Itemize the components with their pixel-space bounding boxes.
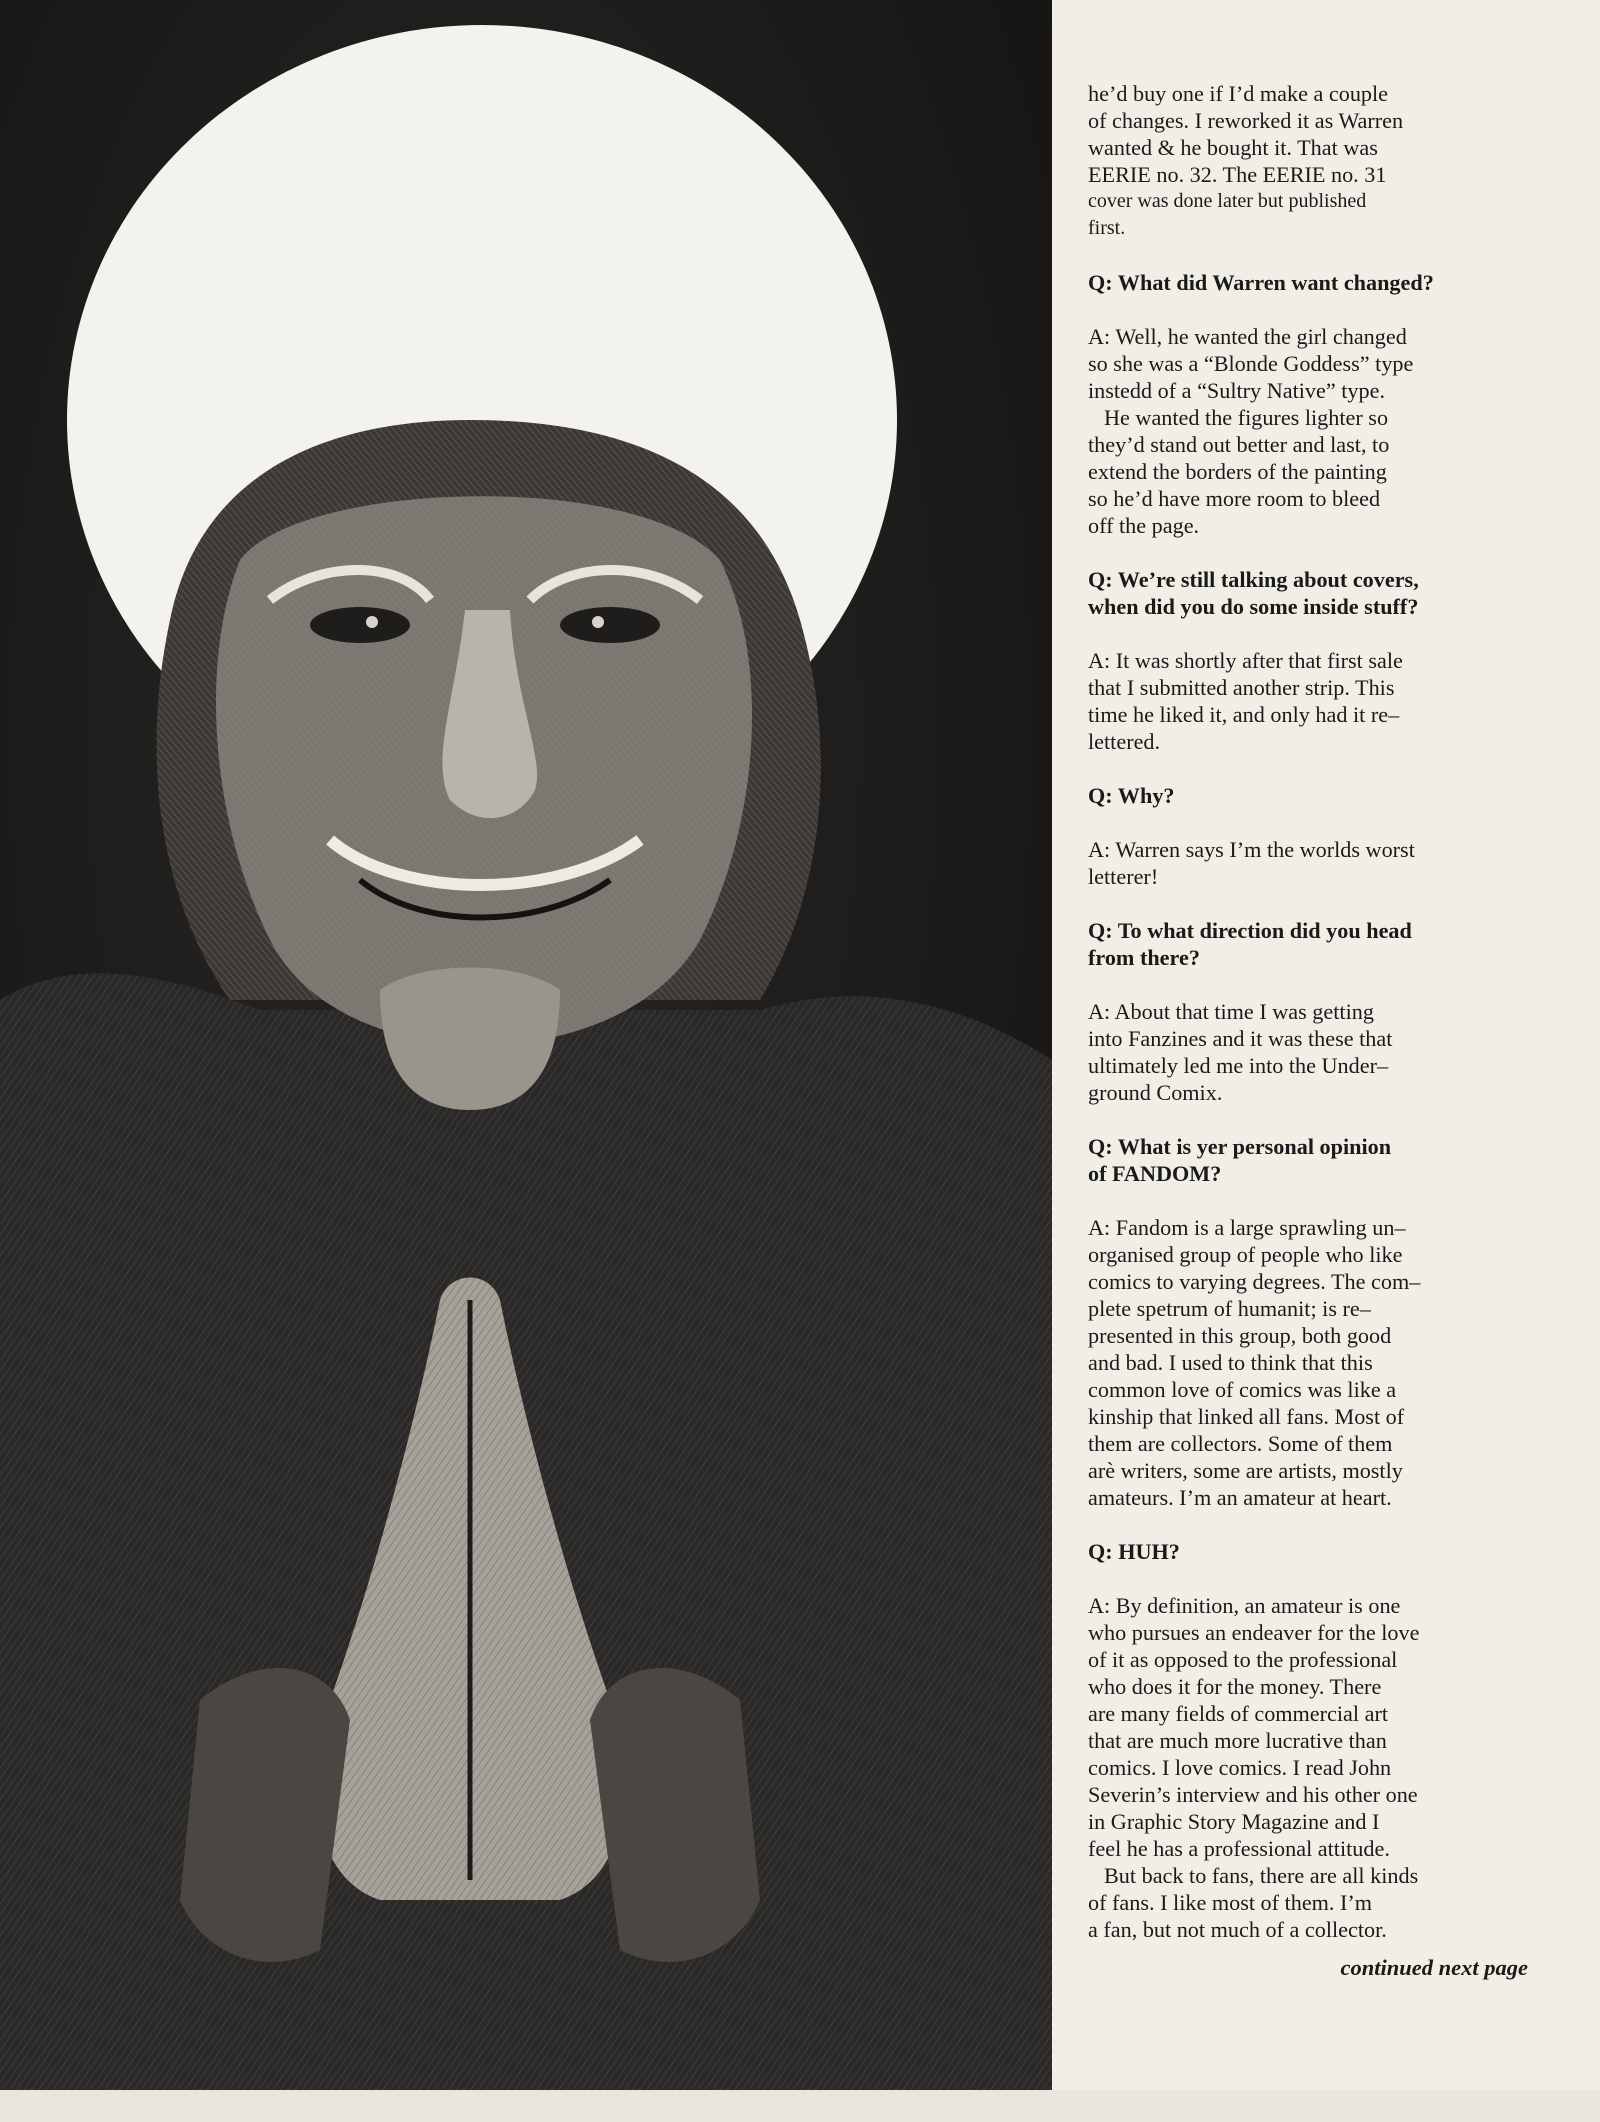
text-line: A: About that time I was getting bbox=[1088, 999, 1374, 1024]
text-line: time he liked it, and only had it re– bbox=[1088, 702, 1400, 727]
answer-block bbox=[1088, 323, 1528, 539]
text-line: plete spetrum of humanit; is re– bbox=[1088, 1296, 1371, 1321]
text-line: that are much more lucrative than bbox=[1088, 1728, 1387, 1753]
text-line: presented in this group, both good bbox=[1088, 1323, 1392, 1348]
question-block bbox=[1088, 1538, 1528, 1565]
text-line: amateurs. I’m an amateur at heart. bbox=[1088, 1485, 1392, 1510]
question-line: Q: What did Warren want changed? bbox=[1088, 270, 1434, 295]
text-line: He wanted the figures lighter so bbox=[1104, 405, 1389, 430]
continued-next-page-note: continued next page bbox=[1340, 1955, 1528, 1980]
text-line: are many fields of commercial art bbox=[1088, 1701, 1389, 1726]
text-line: off the page. bbox=[1088, 513, 1200, 538]
text-line: who does it for the money. There bbox=[1088, 1674, 1382, 1699]
text-line: ultimately led me into the Under– bbox=[1088, 1053, 1389, 1078]
text-line: But back to fans, there are all kinds bbox=[1104, 1863, 1419, 1888]
text-line: first. bbox=[1088, 217, 1126, 239]
question-line: Q: Why? bbox=[1088, 783, 1175, 808]
text-line: so she was a “Blonde Goddess” type bbox=[1088, 351, 1414, 376]
text-line: extend the borders of the painting bbox=[1088, 459, 1387, 484]
text-line: of it as opposed to the professional bbox=[1088, 1647, 1398, 1672]
text-line: arè writers, some are artists, mostly bbox=[1088, 1458, 1403, 1483]
text-line: that I submitted another strip. This bbox=[1088, 675, 1395, 700]
text-line: A: Well, he wanted the girl changed bbox=[1088, 324, 1407, 349]
question-block bbox=[1088, 566, 1528, 620]
text-line: and bad. I used to think that this bbox=[1088, 1350, 1373, 1375]
answer-block bbox=[1088, 647, 1528, 755]
text-line: A: It was shortly after that first sale bbox=[1088, 648, 1403, 673]
question-line: Q: To what direction did you head bbox=[1088, 918, 1412, 943]
question-block bbox=[1088, 1133, 1528, 1187]
answer-block bbox=[1088, 836, 1528, 890]
answer-block bbox=[1088, 80, 1528, 242]
question-line: when did you do some inside stuff? bbox=[1088, 594, 1419, 619]
text-line: common love of comics was like a bbox=[1088, 1377, 1397, 1402]
text-line: letterer! bbox=[1088, 864, 1159, 889]
text-line: so he’d have more room to bleed bbox=[1088, 486, 1381, 511]
text-line: instedd of a “Sultry Native” type. bbox=[1088, 378, 1385, 403]
text-line: a fan, but not much of a collector. bbox=[1088, 1917, 1387, 1942]
text-line: into Fanzines and it was these that bbox=[1088, 1026, 1393, 1051]
question-line: from there? bbox=[1088, 945, 1200, 970]
question-block bbox=[1088, 917, 1528, 971]
text-line: they’d stand out better and last, to bbox=[1088, 432, 1390, 457]
question-line: Q: HUH? bbox=[1088, 1539, 1180, 1564]
page-bottom-margin bbox=[0, 2090, 1600, 2122]
question-line: Q: What is yer personal opinion bbox=[1088, 1134, 1392, 1159]
text-line: comics to varying degrees. The com– bbox=[1088, 1269, 1421, 1294]
question-line: of FANDOM? bbox=[1088, 1161, 1222, 1186]
answer-block bbox=[1088, 998, 1528, 1106]
text-line: organised group of people who like bbox=[1088, 1242, 1403, 1267]
text-line: cover was done later but published bbox=[1088, 190, 1367, 212]
question-line: Q: We’re still talking about covers, bbox=[1088, 567, 1419, 592]
text-line: wanted & he bought it. That was bbox=[1088, 135, 1378, 160]
interview-text-column bbox=[1088, 80, 1528, 1970]
text-line: ground Comix. bbox=[1088, 1080, 1223, 1105]
text-line: them are collectors. Some of them bbox=[1088, 1431, 1393, 1456]
text-line: Severin’s interview and his other one bbox=[1088, 1782, 1418, 1807]
text-line: of changes. I reworked it as Warren bbox=[1088, 108, 1404, 133]
text-line: feel he has a professional attitude. bbox=[1088, 1836, 1390, 1861]
answer-block bbox=[1088, 1214, 1528, 1511]
text-line: A: Fandom is a large sprawling un– bbox=[1088, 1215, 1406, 1240]
text-line: A: Warren says I’m the worlds worst bbox=[1088, 837, 1415, 862]
text-line: EERIE no. 32. The EERIE no. 31 bbox=[1088, 162, 1387, 187]
text-line: kinship that linked all fans. Most of bbox=[1088, 1404, 1405, 1429]
question-block bbox=[1088, 782, 1528, 809]
text-line: who pursues an endeaver for the love bbox=[1088, 1620, 1420, 1645]
text-line: of fans. I like most of them. I’m bbox=[1088, 1890, 1373, 1915]
text-line: in Graphic Story Magazine and I bbox=[1088, 1809, 1380, 1834]
question-block bbox=[1088, 269, 1528, 296]
text-line: he’d buy one if I’d make a couple bbox=[1088, 81, 1389, 106]
answer-block bbox=[1088, 1592, 1528, 1943]
text-line: A: By definition, an amateur is one bbox=[1088, 1593, 1401, 1618]
text-line: comics. I love comics. I read John bbox=[1088, 1755, 1392, 1780]
text-line: lettered. bbox=[1088, 729, 1161, 754]
